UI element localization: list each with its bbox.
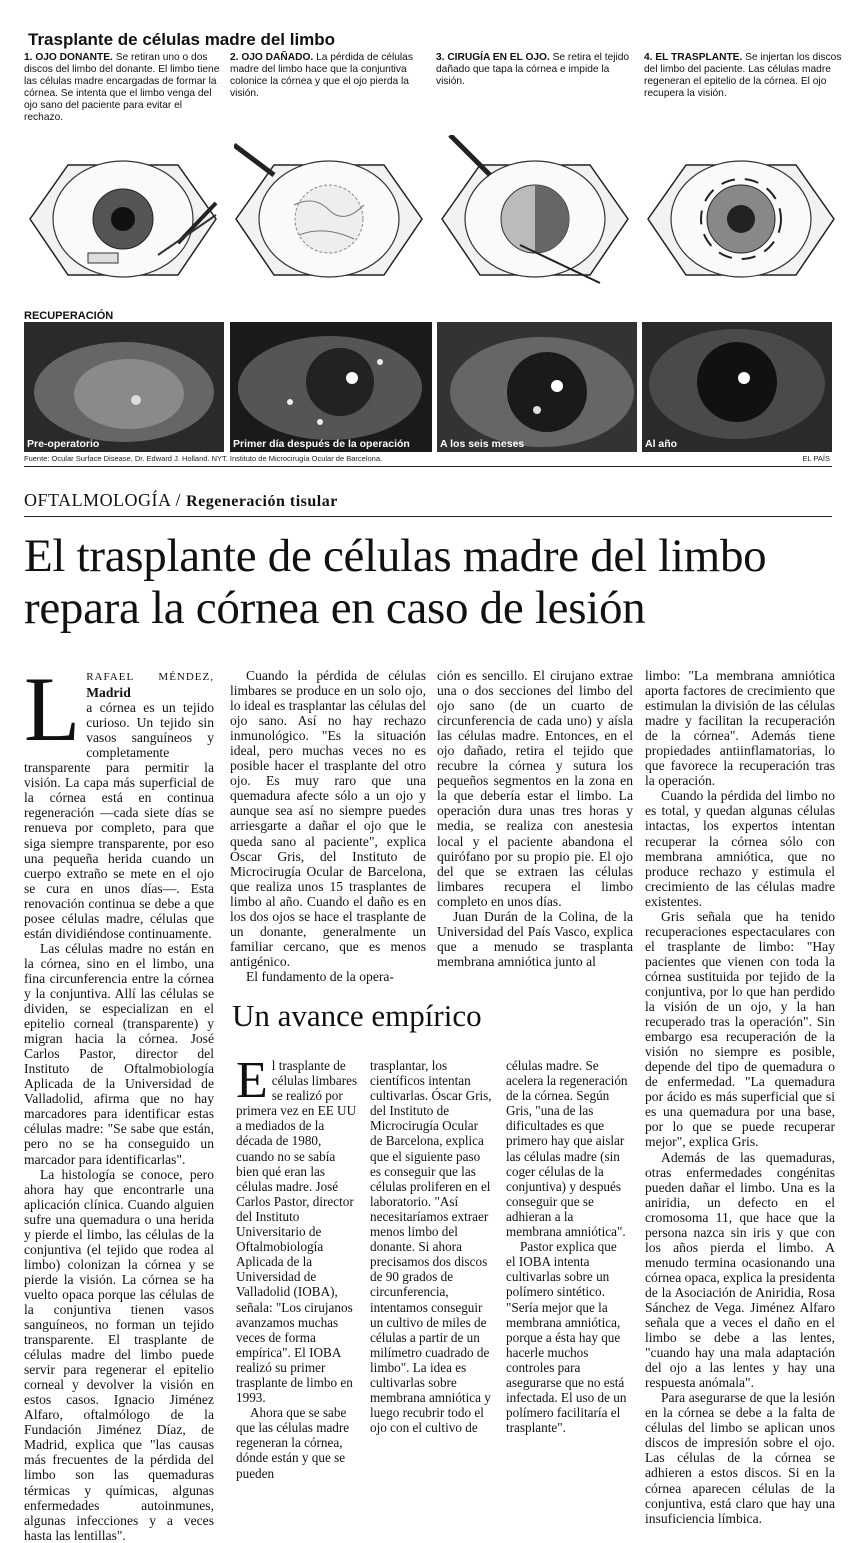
step-donor-eye: [24, 52, 222, 124]
paragraph: Gris señala que ha tenido recuperaciones espectaculares con el trasplante de limbo: "Hay pacientes que vienen con toda la córnea sustituida por tejido de la conjuntiva, por lo que han perdido la visión de un ojo, y la han recuperado tras la operación". Sin embargo esa recuperación de la visión no siempre es posible, depende del tipo de quemadura o de enfermedad. "La quemadura por ácido es más superficial que si es una quemadura por una base, por lo que se puede recuperar mejor", explica Gris.: [645, 908, 835, 1150]
paragraph: trasplantar, los científicos intentan cultivarlas. Óscar Gris, del Instituto de Microcirugía Ocular de Barcelona, explica que el siguiente paso es conseguir que las células proliferen en el laboratorio. "Así necesitaríamos extraer menos limbo del donante. Si ahora precisamos dos discos de 90 grados de circunferencia, intentamos conseguir un cultivo de miles de células a partir de un milímetro cuadrado de limbo". La idea es cultivarlas sobre membrana amniótica y luego recubrir todo el ojo con el cultivo de: [370, 1058, 492, 1436]
paragraph: Las células madre no están en la córnea, sino en el limbo, una fina circunferencia entre la córnea y la conjuntiva. Allí las células se dividen, se especializan en el epitelio corneal (transparente) y migran hacia la córnea. José Carlos Pastor, director del Instituto de Oftalmobiología Aplicada de la Universidad de Valladolid, afirma que no hay marcadores para identificar estas células madre: "Se sabe que están, pero no se ha conseguido un marcador para identificarlas".: [24, 940, 214, 1167]
step-text: Se retira el tejido dañado que tapa la córnea e impide la visión.: [436, 52, 630, 87]
subsection-name: Regeneración tisular: [186, 493, 338, 510]
sidebar-column-3: [506, 1058, 628, 1435]
photo-caption: Al año: [645, 438, 678, 450]
illustration-damaged-eye: [234, 135, 424, 303]
sidebar-title: Un avance empírico: [232, 998, 482, 1033]
step-text: Se injertan los discos del limbo del paciente. Las células madre regeneran el epitelio de la córnea. El ojo recupera la visión.: [644, 52, 842, 99]
paragraph: a córnea es un tejido curioso. Un tejido sin vasos sanguíneos y completamente transparente para permitir la visión. La capa más superficial de la córnea está en continua regeneración —cada siete días se renueva por completo, para que siga siempre transparente, por eso una pequeña herida cuando un cuerpo extraño se mete en el ojo se cura en unos días—. Esta renovación continua se debe a que posee células madre, células que están dividiéndose continuamente.: [24, 700, 214, 941]
paragraph: ción es sencillo. El cirujano extrae una o dos secciones del limbo del ojo sano (de un cuarto de circunferencia de cada uno) y aísla las células madre. Entonces, en el ojo dañado, retira el tejido que recubre la córnea y sutura los pequeños segmentos en la zona en la que debería estar el limbo. La operación dura unas tres horas y media, se realiza con anestesia local y el paciente abandona el quirófano por su propio pie. El ojo del que se extraen las células limbares recupera el limbo completo en unos días.: [437, 668, 633, 909]
step-label: 2. OJO DAÑADO.: [230, 52, 314, 63]
photo-one-year: [642, 322, 832, 452]
step-text: Se retiran uno o dos discos del limbo del donante. El limbo tiene las células madre encargadas de formar la córnea. Se intenta que el limbo venga del ojo sano del paciente para evitar el rechazo.: [24, 52, 220, 123]
article-column-1: [24, 658, 214, 1543]
section-label: [24, 490, 338, 511]
infographic-title: Trasplante de células madre del limbo: [28, 30, 336, 49]
infographic-credit: EL PAÍS: [802, 454, 830, 463]
sidebar-column-2: [370, 1058, 492, 1435]
byline-place: Madrid: [86, 685, 131, 701]
photo-caption: Primer día después de la operación: [233, 438, 410, 450]
headline: El trasplante de células madre del limbo repara la córnea en caso de lesión: [24, 530, 767, 634]
step-surgery: [436, 52, 634, 88]
paragraph: El fundamento de la opera-: [246, 968, 394, 984]
step-label: 4. EL TRASPLANTE.: [644, 52, 743, 63]
recovery-label: RECUPERACIÓN: [24, 310, 114, 322]
section-name: OFTALMOLOGÍA /: [24, 490, 182, 510]
article-column-2: [230, 668, 426, 984]
sidebar-column-1: [236, 1052, 358, 1481]
step-text: La pérdida de células madre del limbo hace que la conjuntiva colonice la córnea y que el ojo pierda la visión.: [230, 52, 413, 99]
step-label: 1. OJO DONANTE.: [24, 52, 113, 63]
byline-name: RAFAEL MÉNDEZ,: [86, 671, 214, 683]
infographic-source: Fuente: Ocular Surface Disease, Dr. Edward J. Holland. NYT. Instituto de Microcirugía Ocular de Barcelona.: [24, 454, 383, 463]
paragraph: Ahora que se sabe que las células madre regeneran la córnea, dónde están y que se pueden: [236, 1405, 350, 1481]
photo-first-day: [230, 322, 432, 452]
paragraph: Además de las quemaduras, otras enfermedades congénitas pueden dañar el limbo. Una es la aniridia, un defecto en el cromosoma 11, que hace que la persona nazca sin iris y que con los años pierda el limbo. A menudo termina ocasionando una córnea opaca, explica la presidenta de la Asociación de Aniridia, Rosa Sánchez de Vega. Jiménez Alfaro señala que a veces el daño en el limbo se debe a las lentes, "cuando hay una mala adaptación del ojo a las lentes y hay una respuesta anómala".: [645, 1149, 835, 1391]
step-label: 3. CIRUGÍA EN EL OJO.: [436, 52, 550, 63]
paragraph: Juan Durán de la Colina, de la Universidad del País Vasco, explica que a menudo se trasplanta membrana amniótica junto al: [437, 908, 633, 969]
paragraph: l trasplante de células limbares se realizó por primera vez en EE UU a mediados de la década de 1980, cuando no se sabía bien qué eran las células madre. José Carlos Pastor, director del Instituto Universitario de Oftalmobiología Aplicada de la Universidad de Valladolid (IOBA), señala: "Los cirujanos avanzamos muchas veces de forma empírica". El IOBA realizó su primer trasplante de limbo en 1993.: [236, 1058, 358, 1406]
paragraph: Pastor explica que el IOBA intenta cultivarlas sobre un polímero sintético. "Sería mejor que la membrana amniótica, porque a ésta hay que hacerle muchos controles para asegurarse que no está infectada. El uso de un polímero facilitaría el trasplante".: [506, 1239, 627, 1436]
photo-caption: Pre-operatorio: [27, 438, 100, 450]
divider: [24, 466, 832, 467]
paragraph: Cuando la pérdida del limbo no es total, y quedan algunas células intactas, los expertos intentan recuperar la córnea sólo con membrana amniótica, que no produce rechazo y estimula el crecimiento de las células madre existentes.: [645, 788, 835, 909]
paragraph: La histología se conoce, pero ahora hay que encontrarle una aplicación clínica. Cuando alguien sufre una quemadura o una herida y pierde el limbo, las células de la conjuntiva (el tejido que rodea al limbo) colonizan la córnea y se pierde la visión. La córnea se ha vuelto opaca porque las células de la conjuntiva tienen vasos sanguíneos, no forman un tejido transparente. El trasplante de células madre del limbo puede servir para regenerar el epitelio corneal y devolver la visión en estos casos. Ignacio Jiménez Alfaro, oftalmólogo de la Fundación Jiménez Díaz, de Madrid, explica que "las causas más frecuentes de la pérdida del limbo son las quemaduras térmicas y químicas, algunas enfermedades autoinmunes, algunas infecciones y a veces hasta las lentillas".: [24, 1166, 214, 1543]
article-column-4: [645, 668, 835, 1526]
illustration-donor-eye: [28, 135, 218, 303]
illustration-surgery-eye: [440, 135, 630, 303]
step-transplant: [644, 52, 842, 100]
step-damaged-eye: [230, 52, 428, 100]
divider: [24, 516, 832, 517]
dropcap: E: [236, 1052, 268, 1109]
photo-six-months: [437, 322, 637, 452]
paragraph: células madre. Se acelera la regeneración de la córnea. Según Gris, "una de las dificultades es que primero hay que aislar las células madre (sin coger células de la conjuntiva) y después conseguir que se adhieran a la membrana amniótica".: [506, 1058, 628, 1240]
article-column-3: [437, 668, 633, 969]
paragraph: limbo: "La membrana amniótica aporta factores de crecimiento que estimulan la división de las células madre y facilitan la recuperación de la córnea". Además tiene propiedades antiinflamatorias, lo que favorece la recuperación tras la operación.: [645, 668, 835, 789]
paragraph: Cuando la pérdida de células limbares se produce en un solo ojo, lo ideal es trasplantar las células del ojo sano. Así no hay rechazo inmunológico. "Es la situación ideal, pero muchas veces no es posible hacer el trasplante del otro ojo. Es muy raro que una quemadura afecte sólo a un ojo y aunque sea así no siempre puedes arriesgarte a dañar el ojo que le queda sano al paciente", explica Óscar Gris, del Instituto de Microcirugía Ocular de Barcelona, que realiza unos 15 trasplantes de limbo al año. Cuando el daño es en los dos ojos se hace el trasplante de un donante, generalmente un familiar cercano, que es menos antigénico.: [230, 668, 426, 969]
paragraph: Para asegurarse de que la lesión en la córnea se debe a la falta de células del limbo se aplican unos discos de impresión sobre el ojo. Las células de la córnea se adhieren a estos discos. Si en la córnea aparecen células de la conjuntiva, está claro que hay una insuficiencia límbica.: [645, 1390, 835, 1526]
illustration-transplant-eye: [646, 135, 836, 303]
photo-pre-op: [24, 322, 224, 452]
dropcap: L: [24, 658, 81, 760]
photo-caption: A los seis meses: [440, 438, 525, 450]
